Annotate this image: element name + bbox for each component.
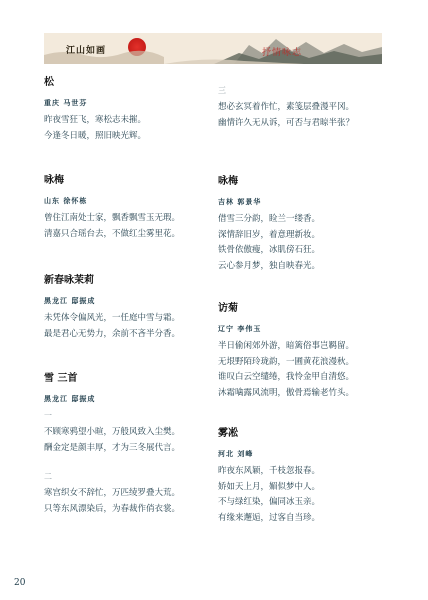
poem-line: 想必玄冥着作忙，素笺层叠漫平冈。: [218, 102, 355, 112]
header-banner: [44, 33, 382, 64]
poem-author: 黑龙江 邸振成: [44, 296, 96, 305]
poem-line: 曾住江南处士家，飘香飘雪玉无瑕。: [44, 213, 181, 223]
poem-title: 咏梅: [44, 175, 64, 186]
poem-entry: [218, 427, 388, 526]
poem-title: 松: [44, 77, 54, 88]
poem-line: 今逢冬日暖，照旧映光辉。: [44, 130, 147, 141]
poem-section-number: 二: [44, 472, 52, 481]
poem-author: 黑龙江 邸振成: [44, 394, 96, 403]
poem-line: 清嘉只合瑶台去，不做红尘雾里花。: [44, 228, 181, 239]
poem-line: 未凭体令偏风光，一任庭中雪与霜。: [44, 313, 181, 323]
poem-line: 有缘来邂逅，过客自当珍。: [218, 512, 321, 523]
poem-title: 访菊: [218, 303, 238, 314]
left-column: [44, 76, 214, 543]
poem-line: 借雪三分韵，睑兰一缕香。: [218, 214, 321, 224]
poem-line: 谁叹白云空缱绻，我怜金甲自清悠。: [218, 372, 355, 382]
poem-line: 无垠野陌玲珑韵，一圃黄花浪漫秋。: [218, 356, 355, 367]
poem-line: 不与绿红染，偏同冰玉亲。: [218, 497, 321, 507]
poem-line: 云心参月梦，独自映春光。: [218, 260, 321, 271]
poem-entry: [218, 302, 388, 401]
poem-line: 昨夜东风颖，千枝忽报春。: [218, 466, 321, 476]
poem-entry: [44, 76, 214, 144]
poem-line: 半日偷闲郊外游，暗篱俗事岂羁留。: [218, 341, 355, 351]
page-number: 20: [14, 578, 26, 588]
poem-title: 雪 三首: [44, 373, 78, 384]
poem-entry: [218, 175, 388, 274]
poem-entry: [218, 84, 388, 131]
poem-entry: [44, 174, 214, 242]
poem-section-number: 一: [44, 411, 52, 420]
poem-line: 寒宫织女不辞忙，万匹绫罗叠大荒。: [44, 488, 181, 498]
poem-entry: [44, 372, 214, 517]
poem-title: 咏梅: [218, 176, 238, 187]
poem-line: 娇如天上月，媚似梦中人。: [218, 481, 321, 492]
poem-author: 山东 徐怀栋: [44, 196, 88, 205]
poem-section-number: 三: [218, 86, 226, 95]
poem-line: 深情辞旧岁，着意理新妆。: [218, 229, 321, 240]
poem-line: 不顾寒鸦望小暄，万般风致入尘樊。: [44, 427, 181, 437]
poem-entry: [44, 274, 214, 342]
poem-line: 只等东风漂染后，为春裁作俏衣裳。: [44, 503, 181, 514]
banner-title: 江山如画: [66, 46, 107, 56]
poem-title: 新春咏茉莉: [44, 275, 94, 286]
poem-title: 雾凇: [218, 428, 238, 439]
poem-line: 沐霜噙露风流明，傲骨焉输老竹头。: [218, 387, 355, 398]
poem-author: 河北 刘峰: [218, 449, 254, 458]
banner-subtitle: 抒情咏志: [262, 48, 303, 58]
poem-line: 幽情许久无从诉，可否与君晾半张？: [218, 117, 355, 128]
poem-author: 吉林 郭景华: [218, 197, 262, 206]
poem-line: 酬金定是颜丰厚，才为三冬展代言。: [44, 442, 181, 453]
right-column: [218, 80, 388, 552]
poem-line: 铁骨依傲瘦，冰肌傍石狂。: [218, 245, 321, 255]
poem-author: 重庆 马世芬: [44, 98, 88, 107]
poem-author: 辽宁 李伟玉: [218, 324, 262, 333]
poem-line: 昨夜雪狂飞，寒松志未摧。: [44, 115, 147, 125]
poem-line: 最是君心无势力，余前不吝半分香。: [44, 328, 181, 339]
